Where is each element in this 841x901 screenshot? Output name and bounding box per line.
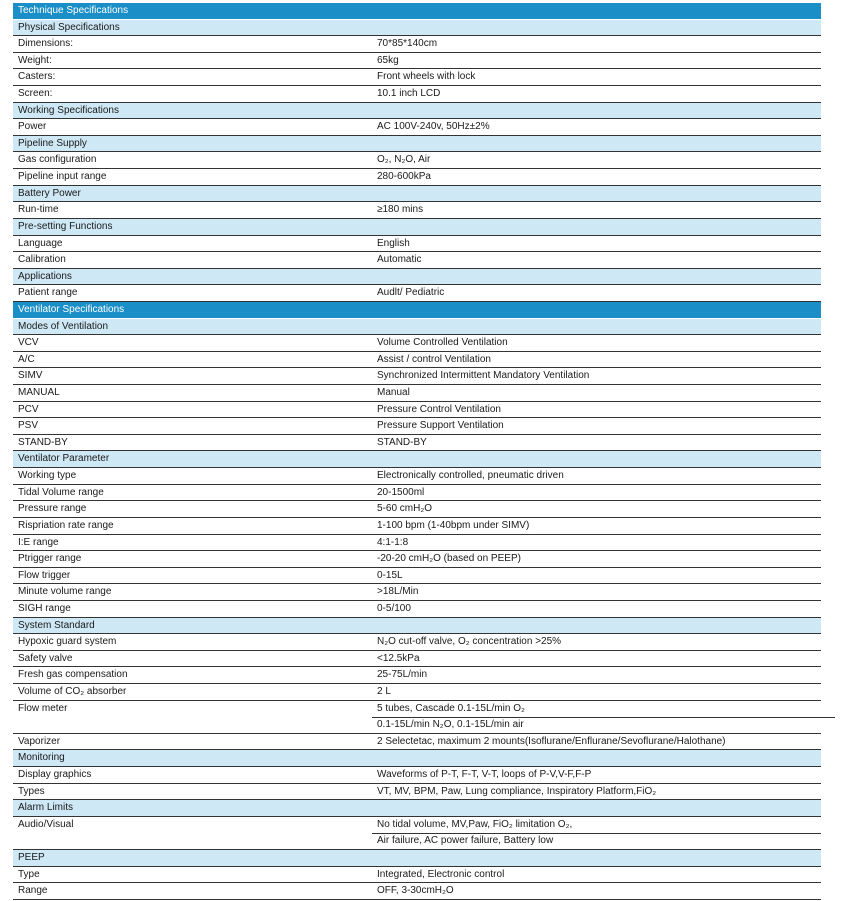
spec-label: Minute volume range: [18, 586, 112, 598]
section-title: Applications: [18, 270, 72, 282]
spec-label: Pressure range: [18, 503, 87, 515]
spec-row: [13, 485, 821, 502]
spec-value: 0-15L: [377, 569, 403, 581]
spec-value: 0-5/100: [377, 602, 411, 614]
spec-row: [13, 236, 821, 253]
spec-row: [13, 684, 821, 701]
spec-label: MANUAL: [18, 387, 60, 399]
spec-value: English: [377, 237, 410, 249]
spec-value: <12.5kPa: [377, 652, 420, 664]
spec-label: Casters:: [18, 71, 56, 83]
spec-label: Calibration: [18, 254, 66, 266]
spec-label: A/C: [18, 353, 35, 365]
spec-value: Volume Controlled Ventilation: [377, 337, 508, 349]
spec-value: 10.1 inch LCD: [377, 88, 441, 100]
subsection-header: [13, 800, 821, 817]
spec-label: STAND-BY: [18, 436, 68, 448]
spec-value: STAND-BY: [377, 436, 427, 448]
spec-label: Type: [18, 868, 40, 880]
spec-label: Fresh gas compensation: [18, 669, 128, 681]
subsection-header: [13, 319, 821, 336]
spec-label: Types: [18, 785, 45, 797]
subsection-header: [13, 219, 821, 236]
spec-row: [13, 119, 821, 136]
spec-row: [13, 535, 821, 552]
spec-value: 65kg: [377, 54, 399, 66]
subsection-header: [13, 451, 821, 468]
spec-row: [13, 817, 821, 834]
spec-label: Safety valve: [18, 652, 73, 664]
spec-label: Flow meter: [18, 702, 68, 714]
spec-value: 70*85*140cm: [377, 38, 438, 50]
section-title: Alarm Limits: [18, 802, 74, 814]
subsection-header: [13, 269, 821, 286]
spec-row: [13, 701, 821, 718]
spec-label: Vaporizer: [18, 735, 61, 747]
spec-value: No tidal volume, MV,Paw, FiO₂ limitation O₂,: [377, 818, 573, 830]
spec-value: >18L/Min: [377, 586, 419, 598]
spec-label: PSV: [18, 420, 39, 432]
spec-label: Rispriation rate range: [18, 519, 114, 531]
spec-label: Gas configuration: [18, 154, 97, 166]
spec-row: [13, 717, 821, 734]
spec-row: [13, 883, 821, 900]
spec-label: Ptrigger range: [18, 553, 82, 565]
spec-label: Patient range: [18, 287, 78, 299]
subsection-header: [13, 618, 821, 635]
spec-value: 1-100 bpm (1-40bpm under SIMV): [377, 519, 530, 531]
spec-row: [13, 368, 821, 385]
spec-label: Power: [18, 121, 47, 133]
spec-label: VCV: [18, 337, 39, 349]
spec-value: Pressure Control Ventilation: [377, 403, 501, 415]
spec-row: [13, 152, 821, 169]
spec-row: [13, 568, 821, 585]
spec-value: 20-1500ml: [377, 486, 425, 498]
spec-label: SIMV: [18, 370, 43, 382]
subsection-header: [13, 750, 821, 767]
spec-row: [13, 285, 821, 302]
spec-value: Pressure Support Ventilation: [377, 420, 504, 432]
section-title: Monitoring: [18, 752, 65, 764]
spec-row: [13, 352, 821, 369]
spec-row: [13, 385, 821, 402]
spec-row: [13, 867, 821, 884]
section-title: PEEP: [18, 852, 45, 864]
spec-value: O₂, N₂O, Air: [377, 154, 431, 166]
subsection-header: [13, 103, 821, 120]
spec-value: 2 L: [377, 685, 391, 697]
spec-row: [13, 833, 821, 850]
subsection-header: [13, 186, 821, 203]
spec-row: [13, 551, 821, 568]
section-header: [13, 302, 821, 319]
section-title: Technique Specifications: [18, 5, 129, 16]
section-title: Ventilator Specifications: [18, 303, 125, 315]
spec-value: N₂O cut-off valve, O₂ concentration >25%: [377, 636, 562, 648]
spec-value: ≥180 mins: [377, 204, 424, 216]
spec-label: Display graphics: [18, 769, 92, 781]
spec-value: Front wheels with lock: [377, 71, 476, 83]
spec-value: 25-75L/min: [377, 669, 428, 681]
spec-value: VT, MV, BPM, Paw, Lung compliance, Inspiratory Platform,FiO₂: [377, 785, 657, 797]
spec-value: 2 Selectetac, maximum 2 mounts(Isoflurane/Enflurane/Sevoflurane/Halothane): [377, 735, 726, 747]
specifications-table: [13, 3, 821, 900]
spec-value: Integrated, Electronic control: [377, 868, 505, 880]
spec-label: Volume of CO₂ absorber: [18, 685, 127, 697]
spec-label: Working type: [18, 470, 77, 482]
spec-value: 0.1-15L/min N₂O, 0.1-15L/min air: [377, 719, 524, 731]
spec-value: 280-600kPa: [377, 171, 431, 183]
spec-label: Range: [18, 885, 48, 897]
spec-label: Language: [18, 237, 63, 249]
spec-label: PCV: [18, 403, 39, 415]
spec-label: Dimensions:: [18, 38, 74, 50]
subsection-header: [13, 20, 821, 37]
spec-label: Pipeline input range: [18, 171, 107, 183]
section-title: Working Specifications: [18, 104, 119, 116]
spec-value: 5 tubes, Cascade 0.1-15L/min O₂: [377, 702, 525, 714]
spec-row: [13, 468, 821, 485]
section-header: [13, 3, 821, 20]
spec-row: [13, 252, 821, 269]
spec-row: [13, 601, 821, 618]
spec-row: [13, 86, 821, 103]
spec-value: 5-60 cmH₂O: [377, 503, 433, 515]
spec-row: [13, 667, 821, 684]
spec-row: [13, 767, 821, 784]
spec-value: AC 100V-240v, 50Hz±2%: [377, 121, 490, 133]
subsection-header: [13, 136, 821, 153]
section-title: System Standard: [18, 619, 95, 631]
spec-row: [13, 169, 821, 186]
spec-row: [13, 435, 821, 452]
spec-row: [13, 402, 821, 419]
spec-row: [13, 418, 821, 435]
spec-label: Run-time: [18, 204, 59, 216]
spec-value: Air failure, AC power failure, Battery low: [377, 835, 554, 847]
spec-row: [13, 651, 821, 668]
spec-value: OFF, 3-30cmH₂O: [377, 885, 454, 897]
section-title: Pre-setting Functions: [18, 220, 113, 232]
spec-value: Electronically controlled, pneumatic driven: [377, 470, 564, 482]
spec-label: Audio/Visual: [18, 818, 74, 830]
spec-value: Automatic: [377, 254, 422, 266]
spec-label: SIGH range: [18, 602, 71, 614]
spec-label: Weight:: [18, 54, 52, 66]
spec-value: Audlt/ Pediatric: [377, 287, 445, 299]
spec-label: Hypoxic guard system: [18, 636, 117, 648]
section-title: Pipeline Supply: [18, 137, 87, 149]
spec-row: [13, 53, 821, 70]
spec-label: Screen:: [18, 88, 53, 100]
subsection-header: [13, 850, 821, 867]
spec-row: [13, 36, 821, 53]
spec-row: [13, 335, 821, 352]
spec-label: I:E range: [18, 536, 59, 548]
section-title: Physical Specifications: [18, 21, 120, 33]
spec-row: [13, 501, 821, 518]
spec-value: Assist / control Ventilation: [377, 353, 491, 365]
section-title: Ventilator Parameter: [18, 453, 110, 465]
section-title: Modes of Ventilation: [18, 320, 109, 332]
spec-value: Synchronized Intermittent Mandatory Ventilation: [377, 370, 590, 382]
spec-row: [13, 518, 821, 535]
spec-value: Manual: [377, 387, 410, 399]
spec-value: -20-20 cmH₂O (based on PEEP): [377, 553, 521, 565]
spec-value: Waveforms of P-T, F-T, V-T, loops of P-V,V-F,F-P: [377, 769, 592, 781]
spec-label: Flow trigger: [18, 569, 71, 581]
section-title: Battery Power: [18, 187, 81, 199]
spec-row: [13, 69, 821, 86]
spec-label: Tidal Volume range: [18, 486, 104, 498]
spec-row: [13, 784, 821, 801]
spec-row: [13, 734, 821, 751]
spec-value: 4:1-1:8: [377, 536, 409, 548]
spec-row: [13, 634, 821, 651]
spec-row: [13, 202, 821, 219]
spec-row: [13, 584, 821, 601]
